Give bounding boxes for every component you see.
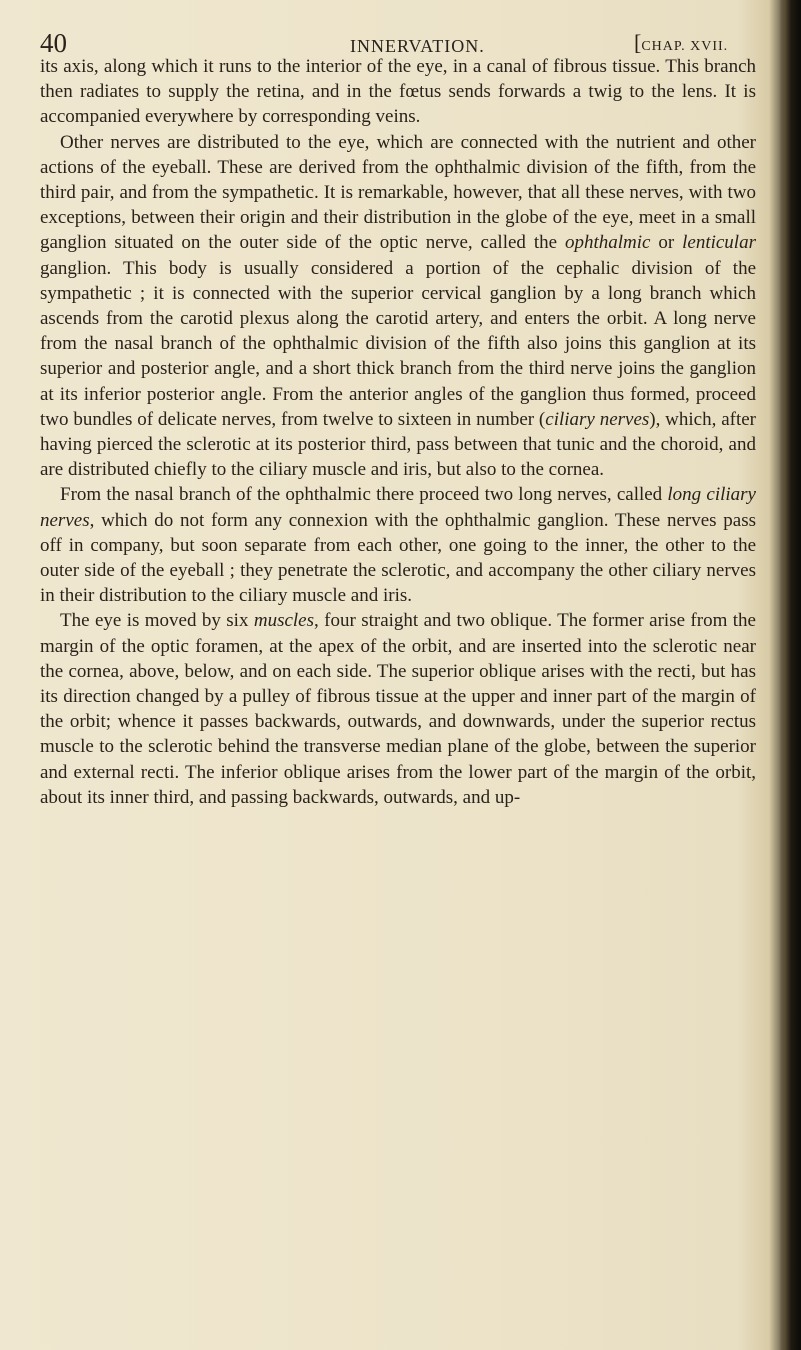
text-run: Other nerves are distributed to the eye, which are connected with the nutrient and other actions of the eyeball. These are derived from the ophthalmic division of the fifth, from the third pair, and from the sympathetic. It is remarkable, however, that all these nerves, with two exceptions, between their origin and their distribution in the globe of the eye, meet in a small ganglion situated on the outer side of the optic nerve, called the [40, 131, 756, 254]
page-number: 40 [40, 28, 67, 58]
italic-term: lenticular [682, 232, 756, 254]
running-title: INNERVATION. [350, 36, 485, 56]
paragraph [40, 54, 756, 130]
text-run: , four straight and two oblique. The former arise from the margin of the optic foramen, at the apex of the orbit, and are inserted into the sclerotic near the cornea, above, below, and on each side. The superior oblique arises with the recti, but has its direction changed by a pulley of fibrous tissue at the upper and inner part of the margin of the orbit; whence it passes backwards, outwards, and downwards, under the superior rectus muscle to the sclerotic behind the transverse median plane of the globe, between the superior and external recti. The inferior oblique arises from the lower part of the margin of the orbit, about its inner third, and passing backwards, outwards, and up- [40, 610, 756, 808]
paragraph [40, 130, 756, 483]
chapter-reference [634, 30, 728, 56]
chapter-label: CHAP. XVII. [641, 39, 729, 54]
italic-term: ophthalmic [564, 232, 651, 254]
text-run: ganglion. This body is usually considered a portion of the cephalic division of the sympathetic ; it is connected with the superior cervical ganglion by a long branch which ascends from the carotid plexus along the carotid artery, and enters the orbit. A long nerve from the nasal branch of the ophthalmic division of the fifth also joins this ganglion at its superior and posterior angle, and a short thick branch from the third nerve joins the ganglion at its inferior posterior angle. From the anterior angles of the ganglion thus formed, proceed two bundles of delicate nerves, from twelve to sixteen in number ( [40, 257, 756, 430]
text-run: , which do not form any connexion with the ophthalmic ganglion. These nerves pass off in company, but soon separate from each other, one going to the inner, the other to the outer side of the eyeball ; they penetrate the sclerotic, and accompany the other ciliary nerves in their distribution to the ciliary muscle and iris. [40, 509, 756, 607]
text-run: or [650, 232, 683, 254]
text-run: its axis, along which it runs to the interior of the eye, in a canal of fibrous tissue. This branch then radiates to supply the retina, and in the fœtus sends forwards a twig to the lens. It is accompanied everywhere by corresponding veins. [40, 56, 756, 128]
text-run: The eye is moved by six [60, 610, 254, 632]
italic-term: muscles [253, 610, 315, 632]
paragraph [40, 482, 756, 608]
book-binding-edge [779, 0, 801, 1350]
paragraph [40, 608, 756, 810]
text-run: ), which, after having pierced the sclerotic at its posterior third, pass between that tunic and the choroid, and are distributed chiefly to the ciliary muscle and iris, but also to the cornea. [40, 408, 756, 481]
text-run: From the nasal branch of the ophthalmic there proceed two long nerves, called [60, 484, 668, 506]
italic-term: ciliary nerves [545, 408, 650, 430]
chapter-bracket: [ [634, 30, 642, 55]
body-text [40, 54, 756, 810]
italic-term: long ciliary nerves [40, 484, 756, 531]
